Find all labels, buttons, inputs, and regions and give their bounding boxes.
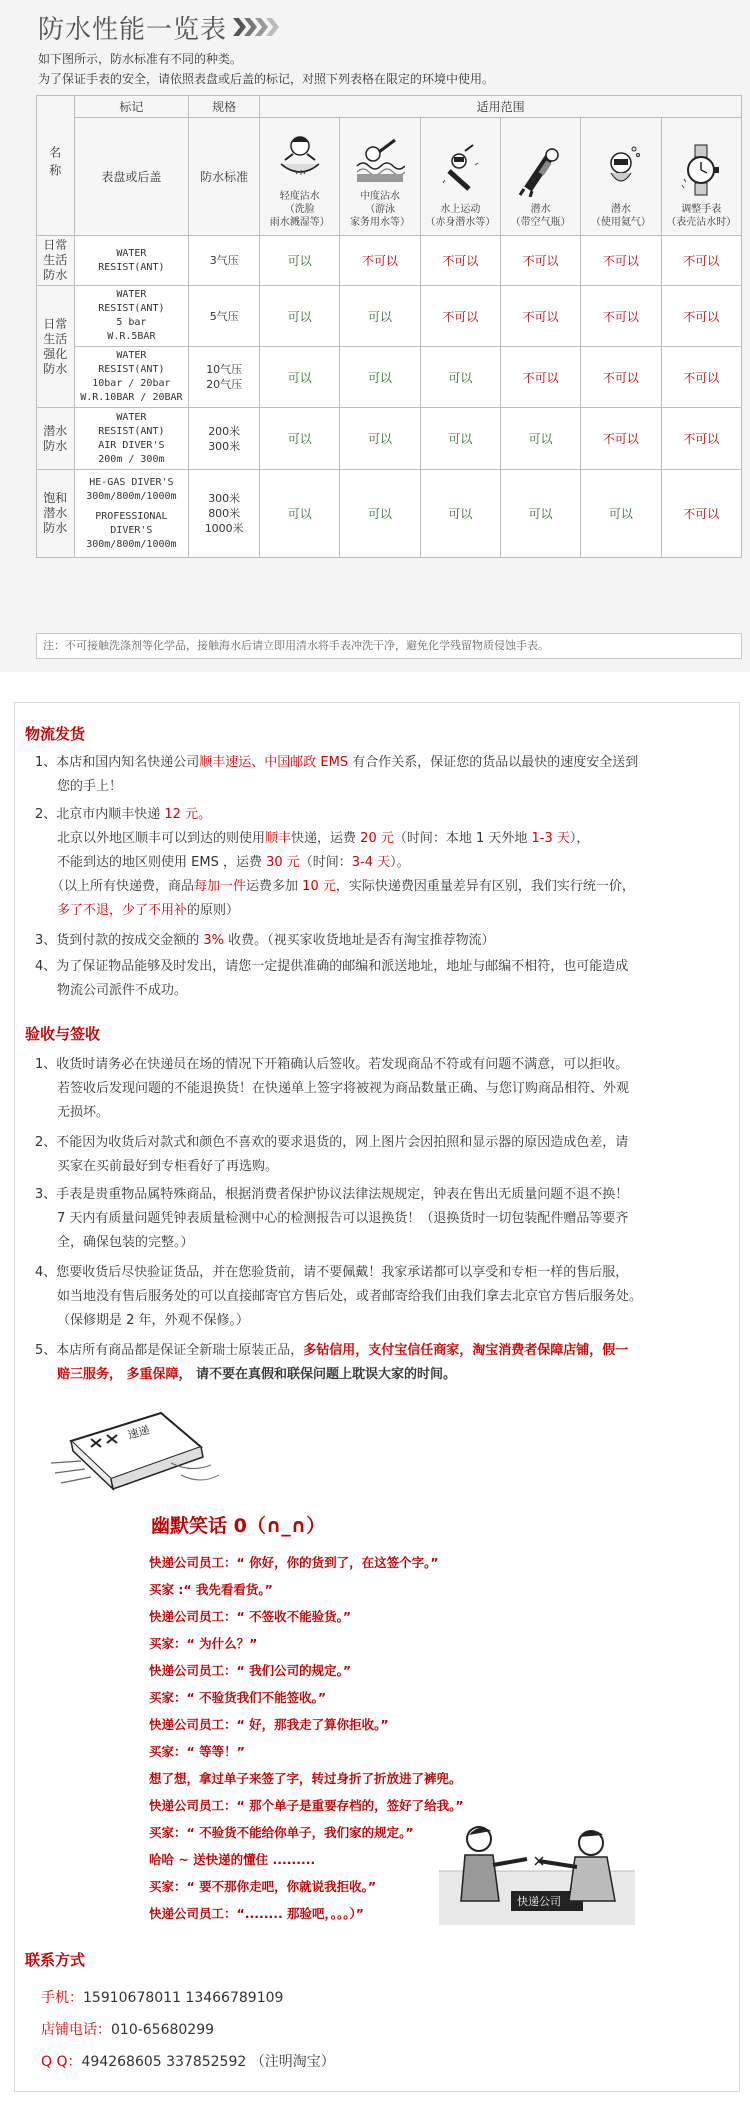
usage-cell: 不可以 bbox=[661, 470, 741, 558]
row-name: 饱和 潜水 防水 bbox=[37, 470, 75, 558]
table-note: 注：不可接触洗涤剂等化学品，接触海水后请立即用清水将手表冲洗干净，避免化学残留物质侵蚀手表。 bbox=[36, 633, 742, 659]
joke-line: 买家：“ 要不那你走吧，你就说我拒收。” bbox=[149, 1879, 377, 1894]
table-row bbox=[37, 286, 742, 347]
usage-cell: 可以 bbox=[420, 347, 500, 408]
waterproof-section bbox=[0, 0, 750, 672]
row-standard: 3气压 bbox=[189, 236, 260, 286]
usage-cell: 可以 bbox=[260, 470, 340, 558]
joke-line: 哈哈 ~ 送快递的懂住 ......... bbox=[149, 1852, 316, 1867]
usage-cell: 不可以 bbox=[420, 236, 500, 286]
section-title bbox=[38, 10, 277, 44]
usage-cell: 不可以 bbox=[420, 286, 500, 347]
contact-phone: 手机：15910678011 13466789109 bbox=[41, 1990, 284, 2006]
usage-cell: 可以 bbox=[340, 470, 420, 558]
usage-cell: 可以 bbox=[340, 408, 420, 470]
waterproof-table bbox=[36, 95, 742, 558]
usage-cell: 不可以 bbox=[661, 286, 741, 347]
usage-cell: 不可以 bbox=[581, 347, 661, 408]
row-standard: 10气压 20气压 bbox=[189, 347, 260, 408]
logistics-heading: 物流发货 bbox=[25, 725, 86, 743]
usage-cell: 可以 bbox=[260, 408, 340, 470]
water-sports-icon bbox=[435, 143, 485, 197]
usage-header: 潜水 （带空气瓶） bbox=[500, 118, 580, 236]
usage-header: 中度沾水 （游泳 家务用水等） bbox=[340, 118, 420, 236]
usage-cell: 不可以 bbox=[500, 236, 580, 286]
table-row bbox=[37, 236, 742, 286]
courier-label: 快递公司 bbox=[517, 1895, 561, 1908]
usage-cell: 可以 bbox=[340, 347, 420, 408]
joke-line: 快递公司员工：“ 不签收不能验货。” bbox=[149, 1609, 352, 1624]
row-mark: WATER RESIST(ANT) 5 bar W.R.5BAR bbox=[74, 286, 189, 347]
table-row bbox=[37, 470, 742, 558]
usage-header: 调整手表 （表壳沾水时） bbox=[661, 118, 741, 236]
row-name: 日常 生活 防水 bbox=[37, 236, 75, 286]
face-wash-icon bbox=[275, 130, 325, 184]
joke-line: 快递公司员工：“ 那个单子是重要存档的，签好了给我。” bbox=[149, 1798, 464, 1813]
contact-tel: 店铺电话：010-65680299 bbox=[41, 2022, 215, 2038]
usage-cell: 不可以 bbox=[581, 408, 661, 470]
usage-cell: 可以 bbox=[420, 470, 500, 558]
helium-dive-icon bbox=[596, 143, 646, 197]
col-header-spec: 规格 bbox=[189, 96, 260, 118]
row-standard: 5气压 bbox=[189, 286, 260, 347]
joke-line: 买家：“ 为什么？” bbox=[149, 1636, 258, 1651]
chevron-right-icon bbox=[233, 18, 277, 36]
usage-cell: 不可以 bbox=[661, 236, 741, 286]
row-mark: WATER RESIST(ANT) bbox=[74, 236, 189, 286]
row-mark: HE-GAS DIVER'S 300m/800m/1000m PROFESSIONAL DIVER'S 300m/800m/1000m bbox=[74, 470, 189, 558]
table-row bbox=[37, 408, 742, 470]
usage-cell: 可以 bbox=[260, 236, 340, 286]
row-name: 潜水 防水 bbox=[37, 408, 75, 470]
row-standard: 300米 800米 1000米 bbox=[189, 470, 260, 558]
page-title: 防水性能一览表 bbox=[38, 14, 228, 45]
col-header-usage: 适用范围 bbox=[260, 96, 742, 118]
usage-header: 潜水 （使用氦气） bbox=[581, 118, 661, 236]
usage-cell: 不可以 bbox=[661, 408, 741, 470]
joke-line: 快递公司员工：“ 你好，你的货到了，在这签个字。” bbox=[149, 1555, 439, 1570]
usage-cell: 可以 bbox=[260, 286, 340, 347]
usage-cell: 可以 bbox=[500, 408, 580, 470]
inspection-item: 2、不能因为收货后对款式和颜色不喜欢的要求退货的，网上图片会因拍照和显示器的原因造成色差，请 买家在买前最好到专柜看好了再选购。 bbox=[35, 1135, 629, 1174]
inspection-item: 4、您要收货后尽快验证货品，并在您验货前，请不要佩戴！我家承诺都可以享受和专柜一样的售后服， 如当地没有售后服务处的可以直接邮寄官方售后处，或者邮寄给我们由我们拿去北京官方售后服务处。 （保修期是 2 年，外观不保修。） bbox=[35, 1265, 643, 1328]
parcel-label: 速递 bbox=[126, 1423, 151, 1442]
logistics-item: 4、为了保证物品能够及时发出，请您一定提供准确的邮编和派送地址，地址与邮编不相符，也可能造成 物流公司派件不成功。 bbox=[35, 959, 629, 998]
inspection-heading: 验收与签收 bbox=[25, 1025, 101, 1043]
usage-cell: 不可以 bbox=[500, 347, 580, 408]
usage-cell: 可以 bbox=[420, 408, 500, 470]
contact-qq: Q Q：494268605 337852592 （注明淘宝） bbox=[41, 2054, 335, 2070]
row-name: 日常 生活 强化 防水 bbox=[37, 286, 75, 408]
inspection-item: 3、手表是贵重物品属特殊商品，根据消费者保护协议法律法规规定，钟表在售出无质量问题不退不换！ 7 天内有质量问题凭钟表质量检测中心的检测报告可以退换货！（退换货时一切包装配件赠品等要齐 全，确保包装的完整。） bbox=[35, 1187, 629, 1250]
parcel-illustration bbox=[51, 1403, 221, 1493]
row-mark: WATER RESIST(ANT) AIR DIVER'S 200m / 300m bbox=[74, 408, 189, 470]
contact-heading: 联系方式 bbox=[25, 1951, 86, 1969]
joke-line: 快递公司员工：“ 好，那我走了算你拒收。” bbox=[149, 1717, 389, 1732]
intro-text: 如下图所示，防水标准有不同的种类。 bbox=[38, 52, 243, 66]
usage-cell: 不可以 bbox=[661, 347, 741, 408]
logistics-item: 3、货到付款的按成交金额的 3% 收费。（视买家收货地址是否有淘宝推荐物流） bbox=[35, 933, 495, 948]
joke-line: 买家：“ 不验货我们不能签收。” bbox=[149, 1690, 327, 1705]
usage-cell: 可以 bbox=[500, 470, 580, 558]
joke-line: 买家 :“ 我先看看货。” bbox=[149, 1582, 273, 1597]
joke-line: 买家：“ 不验货不能给你单子，我们家的规定。” bbox=[149, 1825, 414, 1840]
col-header-spec-sub: 防水标准 bbox=[189, 118, 260, 236]
col-header-mark-sub: 表盘或后盖 bbox=[74, 118, 189, 236]
table-row bbox=[37, 347, 742, 408]
courier-cartoon bbox=[439, 1821, 635, 1925]
policy-section bbox=[14, 702, 740, 2092]
usage-cell: 不可以 bbox=[340, 236, 420, 286]
usage-cell: 可以 bbox=[581, 470, 661, 558]
swimming-icon bbox=[355, 130, 405, 184]
usage-cell: 可以 bbox=[340, 286, 420, 347]
row-standard: 200米 300米 bbox=[189, 408, 260, 470]
usage-cell: 可以 bbox=[260, 347, 340, 408]
inspection-item: 5、本店所有商品都是保证全新瑞士原装正品，多钻信用，支付宝信任商家，淘宝消费者保障店铺，假一 赔三服务， 多重保障， 请不要在真假和联保问题上耽误大家的时间。 bbox=[35, 1343, 629, 1382]
usage-cell: 不可以 bbox=[581, 236, 661, 286]
row-mark: WATER RESIST(ANT) 10bar / 20bar W.R.10BAR / 20BAR bbox=[74, 347, 189, 408]
inspection-item: 1、收货时请务必在快递员在场的情况下开箱确认后签收。若发现商品不符或有问题不满意，可以拒收。 若签收后发现问题的不能退换货！在快递单上签字将被视为商品数量正确、与您订购商品相符、外观 无损坏。 bbox=[35, 1057, 630, 1120]
joke-line: 买家：“ 等等！” bbox=[149, 1744, 245, 1759]
col-header-mark: 标记 bbox=[74, 96, 189, 118]
logistics-item: 2、北京市内顺丰快递 12 元。 北京以外地区顺丰可以到达的则使用顺丰快递，运费 20 元（时间：本地 1 天外地 1-3 天）， 不能到达的地区则使用 EMS ，运费 30 元（时间：3-4 天）。 （以上所有快递费，商品每加一件运费多加 10 元，实际快递费因重量差异有区别，我们实行统一价， 多了不退，少了不用补的原则） bbox=[35, 807, 635, 918]
joke-title: 幽默笑话 0（∩_∩） bbox=[151, 1515, 326, 1537]
joke-line: 想了想，拿过单子来签了字，转过身折了折放进了裤兜。 bbox=[149, 1771, 462, 1786]
usage-header: 水上运动 （赤身潜水等） bbox=[420, 118, 500, 236]
intro-text: 为了保证手表的安全，请依照表盘或后盖的标记，对照下列表格在限定的环境中使用。 bbox=[38, 72, 495, 86]
usage-cell: 不可以 bbox=[500, 286, 580, 347]
joke-line: 快递公司员工：“........ 那验吧，。。。）” bbox=[149, 1906, 365, 1921]
watch-adjust-icon bbox=[676, 143, 726, 197]
usage-cell: 不可以 bbox=[581, 286, 661, 347]
col-header-name: 名称 bbox=[37, 96, 75, 236]
snorkel-dive-icon bbox=[516, 143, 566, 197]
usage-header: 轻度沾水 （洗脸 雨水溅湿等） bbox=[260, 118, 340, 236]
joke-line: 快递公司员工：“ 我们公司的规定。” bbox=[149, 1663, 352, 1678]
logistics-item: 1、本店和国内知名快递公司顺丰速运、中国邮政 EMS 有合作关系，保证您的货品以最快的速度安全送到 您的手上！ bbox=[35, 755, 639, 794]
